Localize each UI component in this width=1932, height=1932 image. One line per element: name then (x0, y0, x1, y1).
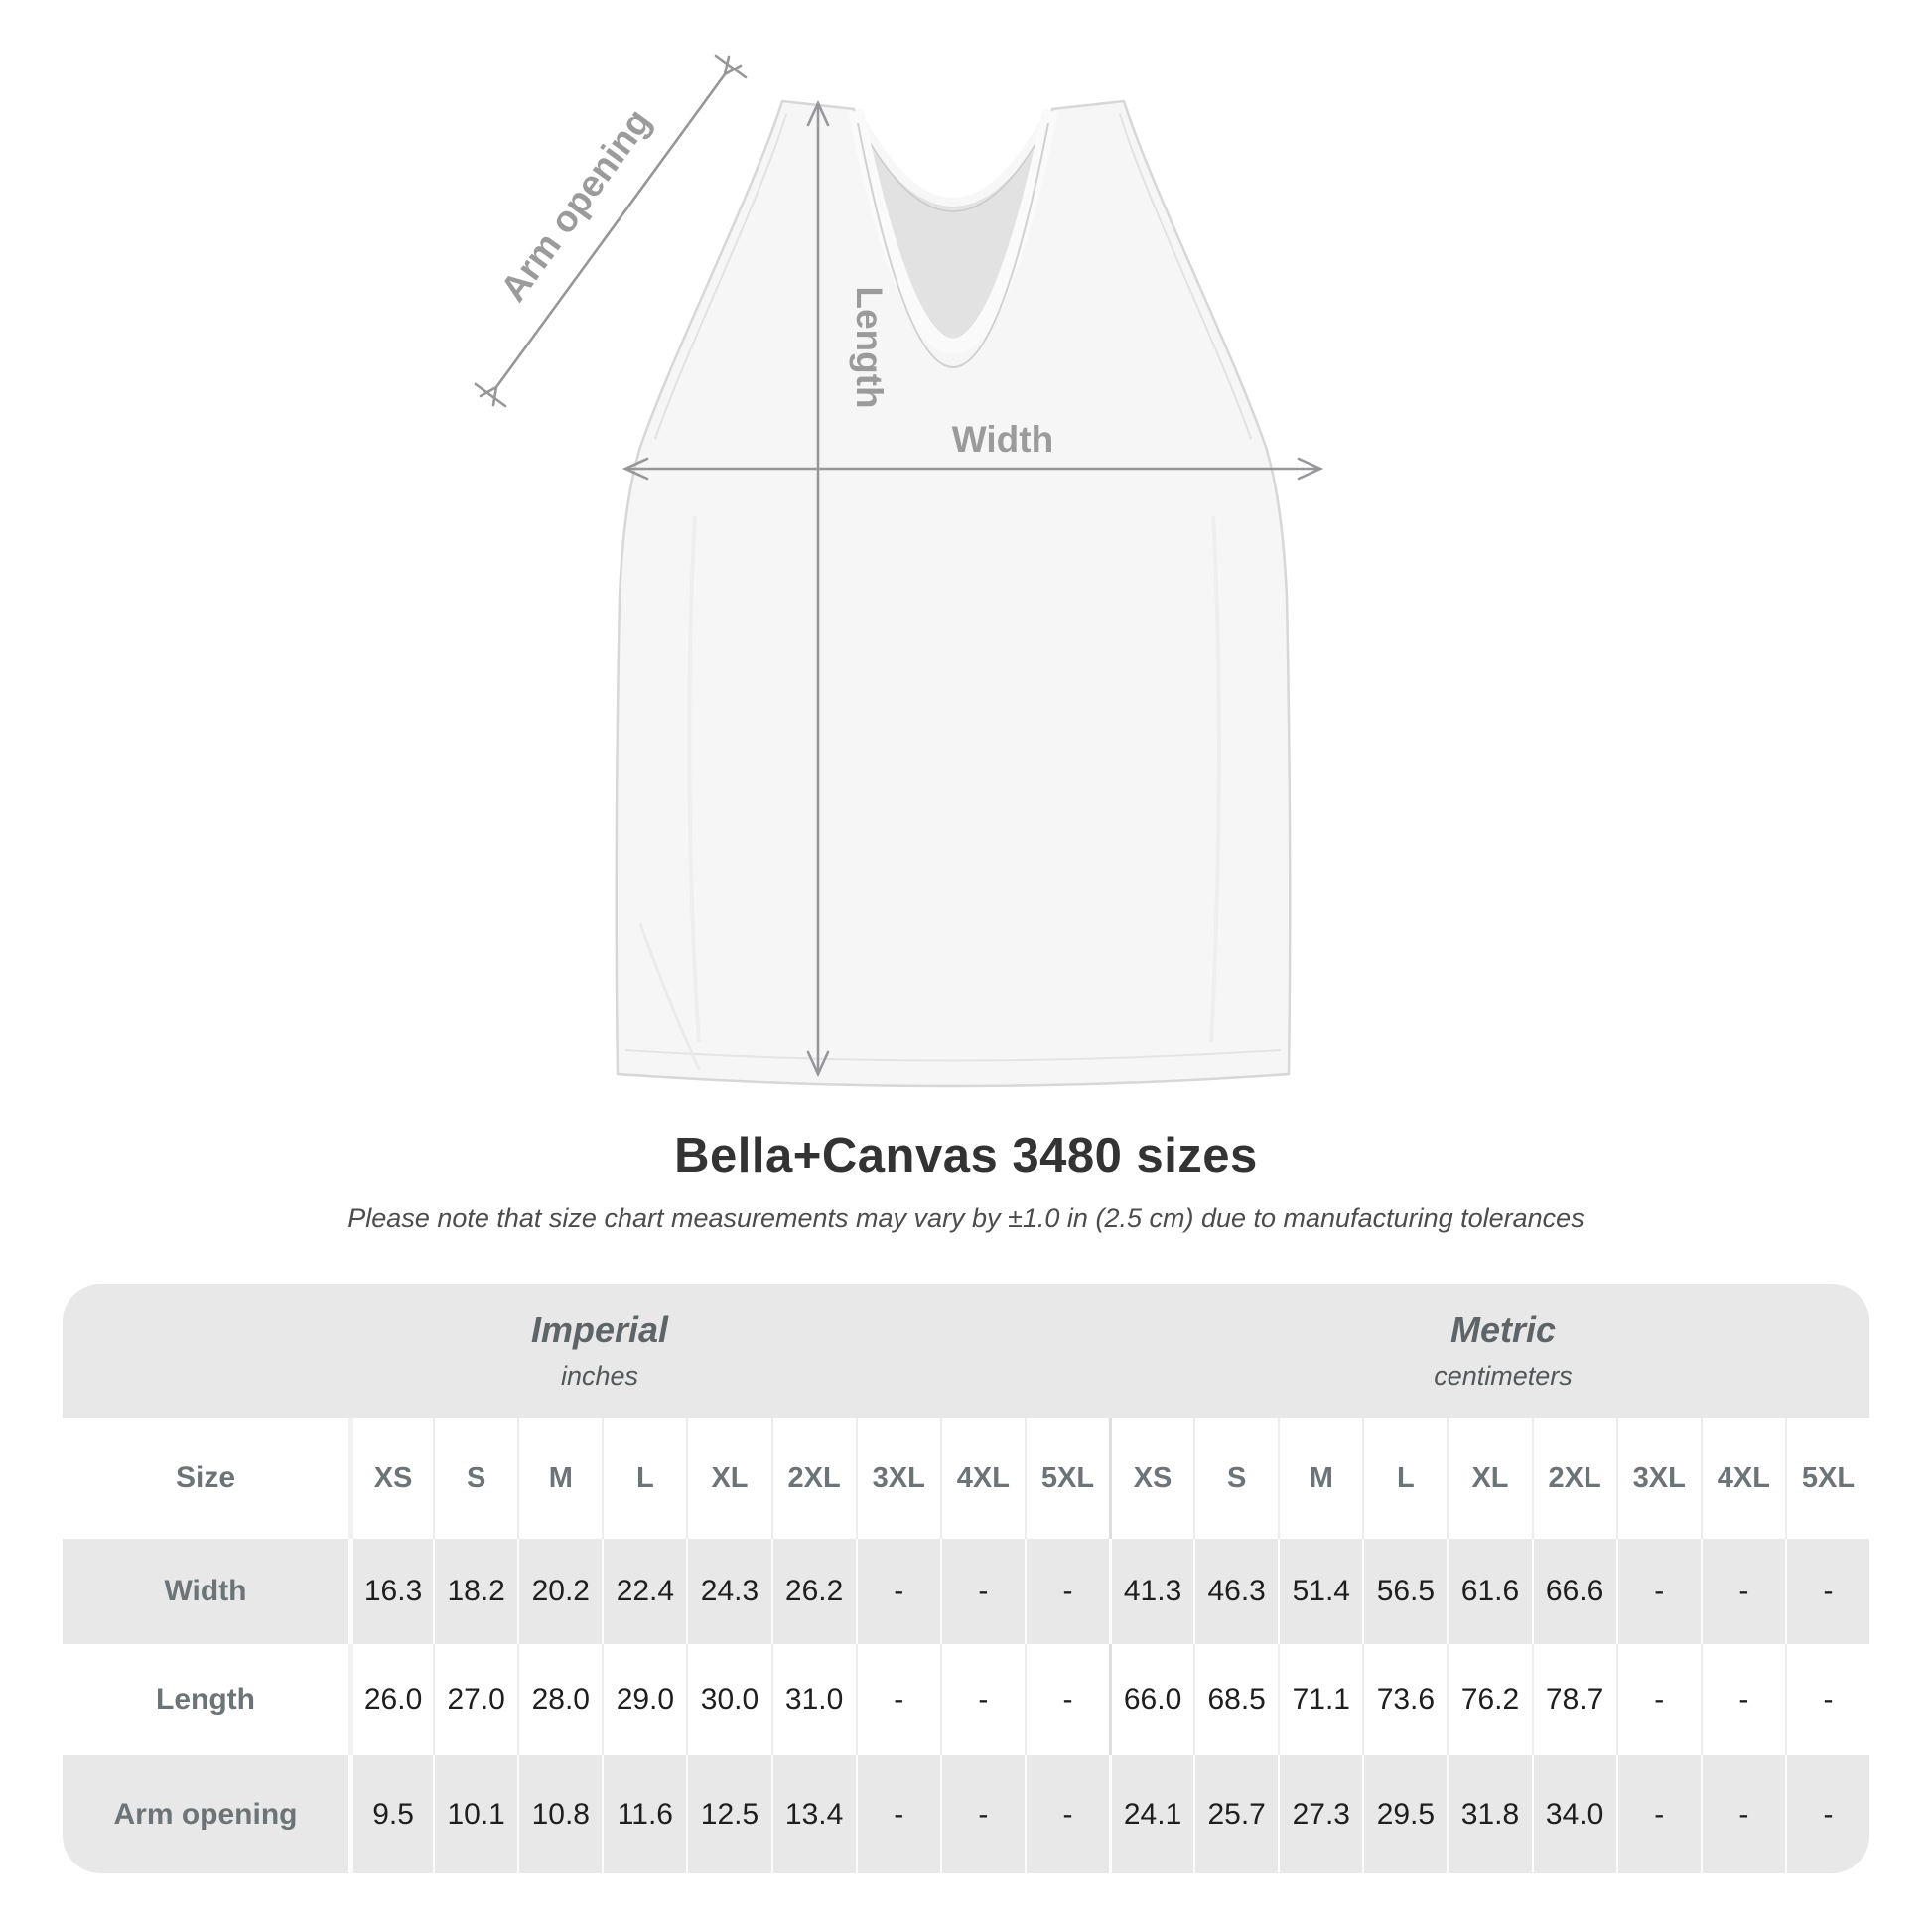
size-col-header: 4XL (1701, 1418, 1785, 1539)
table-cell: 12.5 (686, 1755, 770, 1873)
table-cell: 26.0 (348, 1644, 433, 1755)
table-cell: 78.7 (1532, 1644, 1616, 1755)
table-cell: 24.1 (1109, 1755, 1193, 1873)
table-cell: 31.8 (1447, 1755, 1531, 1873)
table-cell: 51.4 (1278, 1539, 1362, 1644)
table-cell: 28.0 (517, 1644, 602, 1755)
tolerance-note: Please note that size chart measurements may vary by ±1.0 in (2.5 cm) due to manufacturing tolerances (347, 1203, 1585, 1233)
unit-group-imperial (63, 1284, 1109, 1418)
tank-top-illustration (617, 101, 1291, 1086)
size-col-header: 5XL (1025, 1418, 1109, 1539)
size-col-header: L (602, 1418, 686, 1539)
table-cell: - (1701, 1755, 1785, 1873)
size-column-header: Size (175, 1461, 236, 1494)
table-cell: - (856, 1755, 940, 1873)
table-cell: 71.1 (1278, 1644, 1362, 1755)
table-cell: - (1025, 1539, 1109, 1644)
table-cell: 13.4 (771, 1755, 856, 1873)
table-cell: - (1025, 1755, 1109, 1873)
table-cell: 27.0 (433, 1644, 517, 1755)
size-col-header: 5XL (1785, 1418, 1869, 1539)
size-col-header: S (433, 1418, 517, 1539)
table-cell: 10.1 (433, 1755, 517, 1873)
table-cell: 66.6 (1532, 1539, 1616, 1644)
width-label: Width (951, 419, 1054, 460)
unit-group-metric (1109, 1284, 1869, 1418)
table-cell: 68.5 (1193, 1644, 1278, 1755)
row-label-width: Width (63, 1539, 348, 1644)
table-cell: 16.3 (348, 1539, 433, 1644)
table-cell: 46.3 (1193, 1539, 1278, 1644)
size-col-header: XS (348, 1418, 433, 1539)
table-cell: - (1616, 1539, 1701, 1644)
size-col-header: L (1362, 1418, 1447, 1539)
size-col-header: 3XL (856, 1418, 940, 1539)
table-cell: 18.2 (433, 1539, 517, 1644)
table-cell: 20.2 (517, 1539, 602, 1644)
table-cell: - (940, 1539, 1025, 1644)
row-label-arm-opening: Arm opening (63, 1755, 348, 1873)
table-cell: 76.2 (1447, 1644, 1531, 1755)
table-cell: 9.5 (348, 1755, 433, 1873)
table-cell: 73.6 (1362, 1644, 1447, 1755)
table-cell: - (1785, 1755, 1869, 1873)
table-cell: - (1785, 1539, 1869, 1644)
table-cell: 27.3 (1278, 1755, 1362, 1873)
table-cell: 26.2 (771, 1539, 856, 1644)
size-col-header: XL (686, 1418, 770, 1539)
size-col-header: 3XL (1616, 1418, 1701, 1539)
table-cell: - (940, 1644, 1025, 1755)
table-cell: - (940, 1755, 1025, 1873)
page-title: Bella+Canvas 3480 sizes (674, 1129, 1258, 1182)
table-cell: 34.0 (1532, 1755, 1616, 1873)
arm-opening-label: Arm opening (492, 101, 659, 309)
table-cell: 29.0 (602, 1644, 686, 1755)
table-cell: 31.0 (771, 1644, 856, 1755)
size-chart-table (63, 1284, 1869, 1873)
table-cell: - (856, 1539, 940, 1644)
table-cell: 22.4 (602, 1539, 686, 1644)
length-label: Length (849, 286, 890, 409)
table-cell: - (856, 1644, 940, 1755)
table-cell: 24.3 (686, 1539, 770, 1644)
table-cell: 10.8 (517, 1755, 602, 1873)
unit-group-sublabel: centimeters (1434, 1361, 1573, 1391)
table-cell: 11.6 (602, 1755, 686, 1873)
table-cell: - (1616, 1755, 1701, 1873)
size-col-header: M (1278, 1418, 1362, 1539)
table-cell: 66.0 (1109, 1644, 1193, 1755)
size-col-header: M (517, 1418, 602, 1539)
unit-group-label: Imperial (530, 1310, 669, 1350)
table-cell: - (1616, 1644, 1701, 1755)
row-label-length: Length (156, 1683, 255, 1716)
size-col-header: XL (1447, 1418, 1531, 1539)
table-cell: 41.3 (1109, 1539, 1193, 1644)
table-cell: - (1785, 1644, 1869, 1755)
size-col-header: 2XL (1532, 1418, 1616, 1539)
size-col-header: S (1193, 1418, 1278, 1539)
table-cell: 61.6 (1447, 1539, 1531, 1644)
unit-group-sublabel: inches (560, 1361, 639, 1391)
unit-group-label: Metric (1449, 1310, 1557, 1350)
table-cell: 56.5 (1362, 1539, 1447, 1644)
size-col-header: 2XL (771, 1418, 856, 1539)
table-cell: 25.7 (1193, 1755, 1278, 1873)
table-cell: 30.0 (686, 1644, 770, 1755)
table-cell: 29.5 (1362, 1755, 1447, 1873)
size-col-header: 4XL (940, 1418, 1025, 1539)
table-cell: - (1701, 1539, 1785, 1644)
table-cell: - (1025, 1644, 1109, 1755)
size-col-header: XS (1109, 1418, 1193, 1539)
table-cell: - (1701, 1644, 1785, 1755)
